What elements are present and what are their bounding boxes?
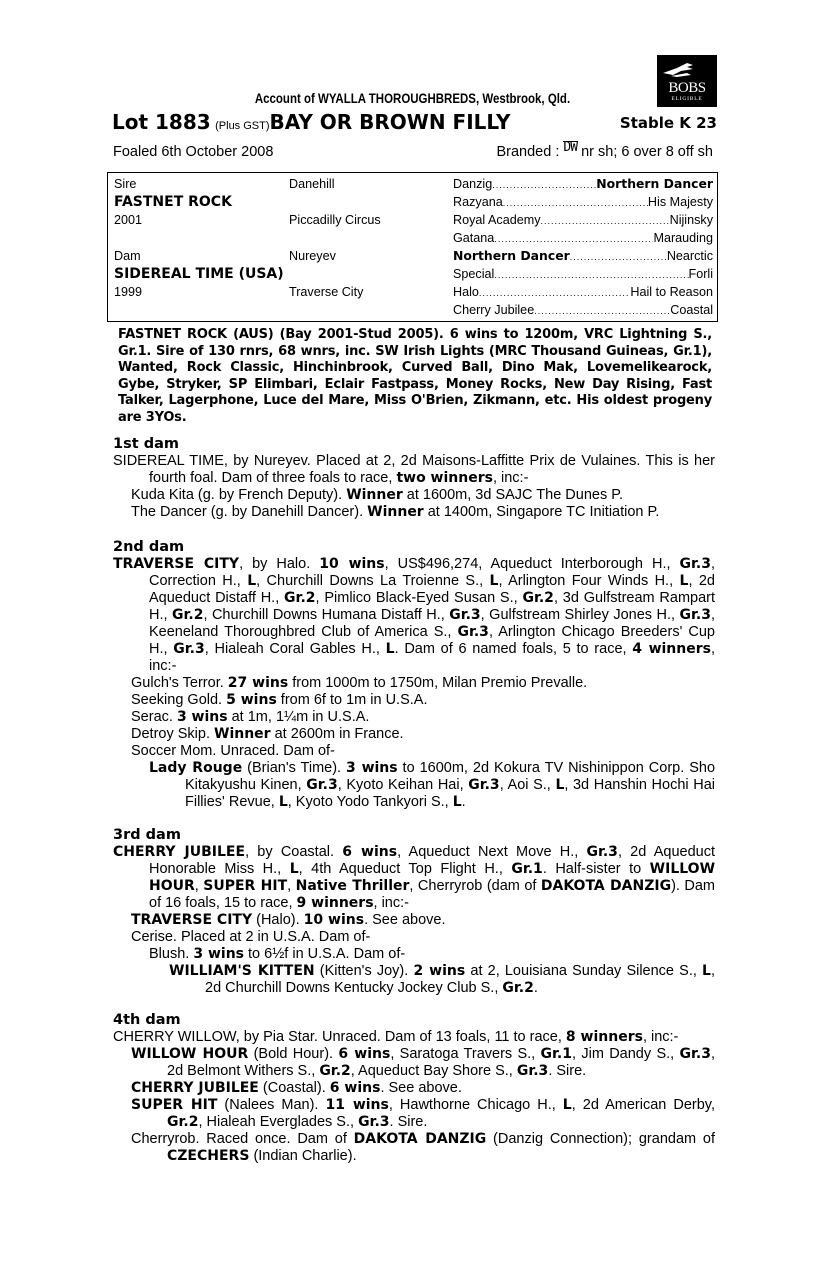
ancestor-sire: Forli bbox=[688, 267, 713, 281]
text-bold: SUPER HIT bbox=[203, 878, 288, 894]
text-bold: Gr.2 bbox=[172, 607, 204, 623]
text-bold: 11 wins bbox=[325, 1097, 389, 1113]
ancestor-sire: Marauding bbox=[653, 231, 713, 245]
spacer bbox=[114, 229, 284, 247]
ancestor-sire: Coastal bbox=[670, 303, 713, 317]
text: , Churchill Downs La Troienne S., bbox=[256, 573, 490, 589]
progeny-line: Cerise. Placed at 2 in U.S.A. Dam of- bbox=[131, 929, 371, 945]
text-bold: Winner bbox=[346, 487, 403, 503]
text-bold: Gr.3 bbox=[457, 624, 489, 640]
text: at 1600m, 3d SAJC The Dunes P. bbox=[402, 487, 624, 503]
text: Blush. bbox=[149, 946, 194, 962]
text-bold: Gr.2 bbox=[167, 1114, 199, 1130]
text: to 1600m, 2d Kokura TV Nishinippon Corp. Sho Kitakyushu Kinen, bbox=[185, 760, 716, 793]
text: . Half-sister to bbox=[542, 861, 650, 877]
text: Serac. bbox=[131, 709, 177, 725]
progeny-line bbox=[113, 1080, 715, 1097]
text-bold: 2 wins bbox=[413, 963, 466, 979]
text: SIDEREAL TIME, by Nureyev. Placed at 2, 2d Maisons-Laffitte Prix de Vulaines. This is her fourth foal. Dam of three foals to race, bbox=[113, 453, 715, 486]
text-bold: TRAVERSE CITY bbox=[131, 912, 253, 928]
text: at 1400m, Singapore TC Initiation P. bbox=[423, 504, 660, 520]
bobs-eligible-logo bbox=[657, 55, 717, 107]
text-bold: 4 winners bbox=[632, 641, 711, 657]
text: (Nalees Man). bbox=[217, 1097, 326, 1113]
text-bold: Gr.3 bbox=[173, 641, 205, 657]
branded-label: Branded : bbox=[496, 144, 560, 160]
text-bold: WILLIAM'S KITTEN bbox=[169, 963, 315, 979]
text: at 1m, 1¼m in U.S.A. bbox=[227, 709, 370, 725]
progeny-line bbox=[113, 504, 715, 521]
text: , 2d Aqueduct Honorable Miss H., bbox=[149, 844, 715, 877]
ancestor-name: Northern Dancer bbox=[453, 248, 570, 263]
pedigree-col-parents bbox=[114, 175, 284, 319]
text: , Gulfstream Shirley Jones H., bbox=[480, 607, 680, 623]
progeny-line bbox=[113, 487, 715, 504]
text: Detroy Skip. bbox=[131, 726, 214, 742]
pedigree-col-grandparents bbox=[289, 175, 449, 319]
text-bold: 10 wins bbox=[303, 912, 365, 928]
text: (Indian Charlie). bbox=[249, 1148, 357, 1164]
text-bold: Native Thriller bbox=[295, 878, 410, 894]
section-heading: 3rd dam bbox=[113, 827, 181, 843]
text: , by Coastal. bbox=[245, 844, 343, 860]
progeny-line bbox=[113, 692, 715, 709]
text-bold: L bbox=[555, 777, 565, 793]
dam-year: 1999 bbox=[114, 285, 143, 299]
progeny-line bbox=[113, 912, 715, 929]
text: , 2d Aqueduct Distaff H., bbox=[149, 573, 715, 606]
text: , Arlington Chicago Breeders' Cup H., bbox=[149, 624, 715, 657]
pedigree-table bbox=[107, 172, 718, 322]
progeny-line bbox=[113, 1097, 715, 1131]
text: . Sire. bbox=[548, 1063, 587, 1079]
text: , 2d Churchill Downs Kentucky Jockey Club S., bbox=[205, 963, 715, 996]
text-bold: Lady Rouge bbox=[149, 760, 243, 776]
text: , inc:- bbox=[642, 1029, 679, 1045]
text: , US$496,274, Aqueduct Interborough H., bbox=[384, 556, 680, 572]
text-bold: Gr.3 bbox=[449, 607, 481, 623]
text-bold: Gr.1 bbox=[511, 861, 543, 877]
text: . See above. bbox=[364, 912, 446, 928]
grand-progeny-line bbox=[113, 946, 715, 963]
dam-summary bbox=[113, 556, 715, 675]
text-bold: Gr.3 bbox=[516, 1063, 549, 1079]
ancestor-row bbox=[453, 193, 713, 211]
text: , Jim Dandy S., bbox=[572, 1046, 680, 1062]
text: . bbox=[461, 794, 466, 810]
first-dam-section bbox=[113, 436, 715, 521]
text-bold: Gr.3 bbox=[306, 777, 338, 793]
ancestor-row bbox=[453, 229, 713, 247]
leader-dots bbox=[503, 193, 648, 211]
third-dam-section bbox=[113, 827, 715, 997]
text-bold: Gr.3 bbox=[679, 607, 711, 623]
brand-mark-icon: DW bbox=[563, 140, 578, 155]
fourth-dam-section bbox=[113, 1012, 715, 1165]
text: , 3d Hanshin Hochi Hai Fillies' Revue, bbox=[185, 777, 715, 810]
text: at 2600m in France. bbox=[270, 726, 404, 742]
ancestor-sire: Northern Dancer bbox=[596, 176, 713, 191]
text: , Hialeah Everglades S., bbox=[198, 1114, 359, 1130]
text: , 2d Belmont Withers S., bbox=[167, 1046, 715, 1079]
text: ). Dam of 16 foals, 15 to race, bbox=[149, 878, 716, 911]
text-bold: L bbox=[385, 641, 395, 657]
dam-summary bbox=[113, 1029, 715, 1046]
text: Soccer Mom. Unraced. Dam of- bbox=[131, 743, 335, 759]
text: , Correction H., bbox=[149, 556, 715, 589]
text: The Dancer (g. by Danehill Dancer). bbox=[131, 504, 368, 520]
text-bold: Gr.1 bbox=[540, 1046, 572, 1062]
lot-header bbox=[112, 110, 717, 134]
text: (Bold Hour). bbox=[248, 1046, 339, 1062]
spacer bbox=[289, 229, 449, 247]
grandparent: Nureyev bbox=[289, 249, 336, 263]
text: to 6½f in U.S.A. Dam of- bbox=[244, 946, 406, 962]
text: , Kyoto Yodo Tankyori S., bbox=[287, 794, 453, 810]
leader-dots bbox=[479, 283, 630, 301]
progeny-line bbox=[113, 743, 715, 760]
text: , Arlington Four Winds H., bbox=[498, 573, 680, 589]
text-bold: Gr.2 bbox=[284, 590, 316, 606]
text-bold: Winner bbox=[214, 726, 271, 742]
text-bold: WILLOW HOUR bbox=[131, 1046, 249, 1062]
ancestor-row bbox=[453, 301, 713, 319]
text: (Kitten's Joy). bbox=[314, 963, 414, 979]
text: , inc:- bbox=[373, 895, 409, 911]
text-bold: Gr.3 bbox=[358, 1114, 390, 1130]
text-bold: Gr.2 bbox=[522, 590, 554, 606]
dam-summary bbox=[113, 453, 715, 487]
text: , Hialeah Coral Gables H., bbox=[204, 641, 386, 657]
text: Gulch's Terror. bbox=[131, 675, 228, 691]
leader-dots bbox=[492, 175, 596, 193]
text-bold: TRAVERSE CITY bbox=[113, 556, 240, 572]
text-bold: 6 wins bbox=[329, 1080, 381, 1096]
grandparent: Piccadilly Circus bbox=[289, 213, 381, 227]
ancestor-name: Royal Academy bbox=[453, 213, 541, 227]
text: Kuda Kita (g. by French Deputy). bbox=[131, 487, 347, 503]
section-heading: 4th dam bbox=[113, 1012, 181, 1028]
grandparent: Traverse City bbox=[289, 285, 364, 299]
text-bold: 10 wins bbox=[319, 556, 385, 572]
text-bold: Gr.2 bbox=[502, 980, 534, 996]
text: , 2d American Derby, bbox=[571, 1097, 715, 1113]
text: , by Halo. bbox=[239, 556, 320, 572]
section-heading: 1st dam bbox=[113, 436, 179, 452]
text: , inc:- bbox=[492, 470, 529, 486]
great-grand-progeny-line bbox=[113, 963, 715, 997]
brand-info bbox=[496, 140, 713, 160]
text: , inc:- bbox=[149, 641, 716, 674]
ancestor-name: Special bbox=[453, 267, 495, 281]
stable-number: Stable K 23 bbox=[619, 114, 717, 132]
spacer bbox=[289, 301, 449, 319]
vendor-account: Account of WYALLA THOROUGHBREDS, Westbrook, Qld. bbox=[254, 90, 571, 106]
sire-year: 2001 bbox=[114, 213, 143, 227]
text-bold: 9 winners bbox=[296, 895, 374, 911]
text: , Aoi S., bbox=[499, 777, 556, 793]
text-bold: WILLOW HOUR bbox=[149, 861, 716, 894]
foaled-date: Foaled 6th October 2008 bbox=[113, 144, 274, 160]
text-bold: L bbox=[247, 573, 257, 589]
text-bold: 6 wins bbox=[342, 844, 398, 860]
dam-label: Dam bbox=[114, 249, 141, 263]
progeny-line bbox=[113, 726, 715, 743]
lot-number: Lot 1883 bbox=[112, 110, 211, 134]
ancestor-sire: Nearctic bbox=[666, 249, 713, 263]
text-bold: DAKOTA DANZIG bbox=[353, 1131, 487, 1147]
text: , Hawthorne Chicago H., bbox=[388, 1097, 563, 1113]
leader-dots bbox=[534, 301, 670, 319]
grand-progeny-line bbox=[113, 760, 715, 811]
ancestor-row bbox=[453, 247, 713, 265]
text: , bbox=[287, 878, 296, 894]
text: (Danzig Connection); grandam of bbox=[486, 1131, 715, 1147]
text: , Aqueduct Next Move H., bbox=[397, 844, 587, 860]
ancestor-row bbox=[453, 175, 713, 193]
ancestor-row bbox=[453, 265, 713, 283]
text-bold: 6 wins bbox=[338, 1046, 391, 1062]
text-bold: Gr.3 bbox=[679, 1046, 711, 1062]
text: Cherryrob. Raced once. Dam of bbox=[131, 1131, 354, 1147]
text-bold: Winner bbox=[367, 504, 424, 520]
sire-summary: FASTNET ROCK (AUS) (Bay 2001-Stud 2005). 6 wins to 1200m, VRC Lightning S., Gr.1. Sire of 130 rnrs, 68 wnrs, inc. SW Irish Lights (MRC Thousand Guineas, Gr.1), Wanted, Rock Classic, Hinchinbrook, Curved Ball, Dino Mak, Lovemelikearock, Gybe, Stryker, SP Elimbari, Eclair Fastpass, Money Rocks, New Day Rising, Fast Talker, Lagerphone, Luce del Mare, Miss O'Brien, Zikmann, etc. His oldest progeny are 3YOs. bbox=[118, 327, 712, 425]
progeny-line bbox=[113, 1131, 715, 1165]
dam-name: SIDEREAL TIME (USA) bbox=[114, 266, 284, 282]
foaling-info bbox=[113, 140, 713, 160]
text-bold: L bbox=[562, 1097, 572, 1113]
text: from 6f to 1m in U.S.A. bbox=[276, 692, 428, 708]
spacer bbox=[114, 301, 284, 319]
text-bold: CZECHERS bbox=[167, 1148, 250, 1164]
text-bold: Gr.3 bbox=[679, 556, 711, 572]
text: (Coastal). bbox=[258, 1080, 330, 1096]
ancestor-name: Danzig bbox=[453, 177, 493, 191]
text: , Cherryrob (dam of bbox=[409, 878, 541, 894]
text: , Pimlico Black-Eyed Susan S., bbox=[315, 590, 523, 606]
text-bold: L bbox=[489, 573, 499, 589]
text: at 2, Louisiana Sunday Silence S., bbox=[465, 963, 703, 979]
sire-name: FASTNET ROCK bbox=[114, 194, 232, 210]
sire-label: Sire bbox=[114, 177, 137, 191]
brand-description: nr sh; 6 over 8 off sh bbox=[581, 144, 713, 160]
text-bold: L bbox=[702, 963, 711, 979]
text: , Kyoto Keihan Hai, bbox=[337, 777, 469, 793]
second-dam-section bbox=[113, 539, 715, 811]
leader-dots bbox=[570, 247, 667, 265]
text-bold: CHERRY JUBILEE bbox=[131, 1080, 259, 1096]
ancestor-name: Cherry Jubilee bbox=[453, 303, 535, 317]
text-bold: L bbox=[679, 573, 689, 589]
text: , Saratoga Travers S., bbox=[390, 1046, 541, 1062]
logo-subtext: ELIGIBLE bbox=[671, 96, 703, 102]
ancestor-sire: His Majesty bbox=[647, 195, 713, 209]
progeny-line bbox=[113, 675, 715, 692]
horse-head-icon bbox=[657, 59, 697, 81]
text: , 3d Gulfstream Rampart H., bbox=[149, 590, 716, 623]
text: CHERRY WILLOW, by Pia Star. Unraced. Dam of 13 foals, 11 to race, bbox=[113, 1029, 566, 1045]
text-bold: 3 wins bbox=[346, 760, 398, 776]
text-bold: Gr.3 bbox=[586, 844, 618, 860]
text-bold: 3 wins bbox=[176, 709, 228, 725]
ancestor-row bbox=[453, 283, 713, 301]
leader-dots bbox=[541, 211, 670, 229]
text: Seeking Gold. bbox=[131, 692, 227, 708]
text: . See above. bbox=[380, 1080, 462, 1096]
spacer bbox=[289, 265, 449, 283]
text-bold: Gr.3 bbox=[468, 777, 500, 793]
text-bold: CHERRY JUBILEE bbox=[113, 844, 246, 860]
dam-summary bbox=[113, 844, 715, 912]
ancestor-name: Halo bbox=[453, 285, 479, 299]
ancestor-row bbox=[453, 211, 713, 229]
text-bold: L bbox=[289, 861, 299, 877]
text: , 4th Aqueduct Top Flight H., bbox=[298, 861, 512, 877]
text-bold: DAKOTA DANZIG bbox=[540, 878, 672, 894]
text: (Brian's Time). bbox=[242, 760, 347, 776]
text-bold: 27 wins bbox=[227, 675, 289, 691]
text-bold: 8 winners bbox=[565, 1029, 643, 1045]
text-bold: 5 wins bbox=[226, 692, 277, 708]
gst-note: (Plus GST) bbox=[215, 120, 270, 132]
text: . bbox=[533, 980, 538, 996]
lot-description: BAY OR BROWN FILLY bbox=[269, 110, 511, 134]
text: (Halo). bbox=[252, 912, 304, 928]
text-bold: 3 wins bbox=[193, 946, 244, 962]
text: . Sire. bbox=[389, 1114, 428, 1130]
text-bold: L bbox=[278, 794, 288, 810]
ancestor-sire: Hail to Reason bbox=[630, 285, 713, 299]
text: , Keeneland Thoroughbred Club of America S., bbox=[149, 607, 715, 640]
ancestor-sire: Nijinsky bbox=[669, 213, 713, 227]
text: , bbox=[194, 878, 204, 894]
leader-dots bbox=[494, 265, 688, 283]
text-bold: Gr.2 bbox=[319, 1063, 351, 1079]
pedigree-col-great-grandparents bbox=[453, 175, 713, 319]
text: . Dam of 6 named foals, 5 to race, bbox=[394, 641, 633, 657]
leader-dots bbox=[494, 229, 653, 247]
text: , Churchill Downs Humana Distaff H., bbox=[203, 607, 450, 623]
spacer bbox=[289, 193, 449, 211]
text-bold: two winners bbox=[396, 470, 493, 486]
progeny-line bbox=[113, 1046, 715, 1080]
text-bold: L bbox=[452, 794, 462, 810]
text: from 1000m to 1750m, Milan Premio Prevalle. bbox=[288, 675, 588, 691]
ancestor-name: Razyana bbox=[453, 195, 503, 209]
progeny-line bbox=[113, 709, 715, 726]
grandparent: Danehill bbox=[289, 177, 335, 191]
section-heading: 2nd dam bbox=[113, 539, 185, 555]
text: , Aqueduct Bay Shore S., bbox=[350, 1063, 517, 1079]
logo-text: BOBS bbox=[668, 80, 706, 96]
ancestor-name: Gatana bbox=[453, 231, 495, 245]
text-bold: SUPER HIT bbox=[131, 1097, 218, 1113]
